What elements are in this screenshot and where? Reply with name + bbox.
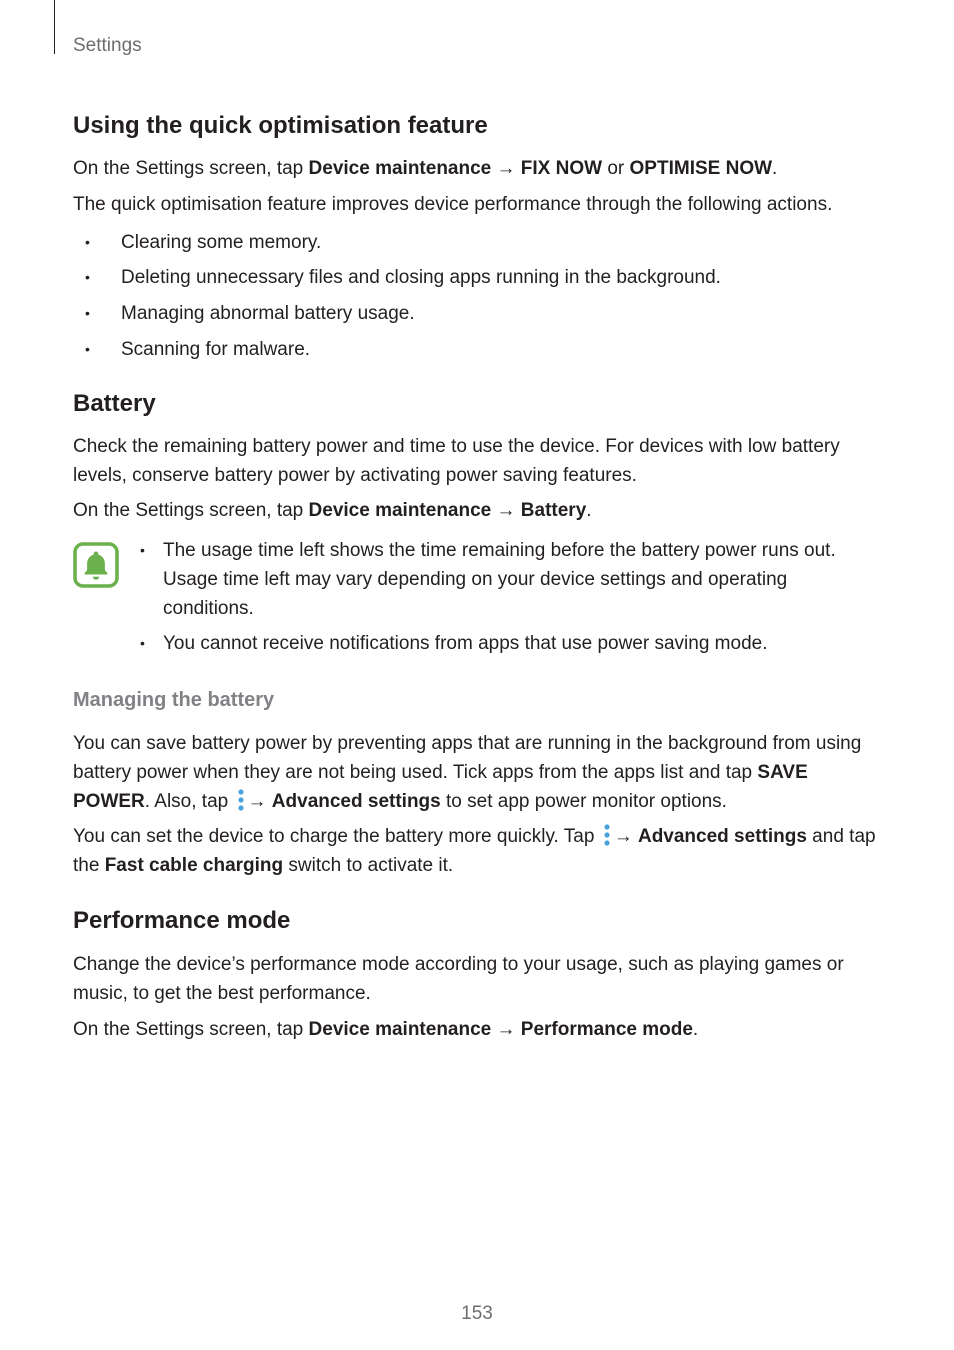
performance-mode-instruction: On the Settings screen, tap Device maintenance → Performance mode. [73,1019,699,1040]
more-options-icon [603,824,611,846]
quick-optimisation-heading: Using the quick optimisation feature [73,112,488,139]
battery-description: Check the remaining battery power and time to use the device. For devices with low battery levels, conserve battery power by activating power saving features. [73,436,840,486]
battery-instruction: On the Settings screen, tap Device maintenance → Battery. [73,500,592,521]
battery-heading: Battery [73,390,156,417]
bullet-dot: • [85,305,90,321]
bullet-dot: • [85,341,90,357]
quick-optimisation-description: The quick optimisation feature improves device performance through the following actions. [73,194,833,215]
managing-battery-paragraph-2: You can set the device to charge the battery more quickly. Tap → Advanced settings and tap the Fast cable charging switch to activate it. [73,826,876,876]
performance-mode-description: Change the device’s performance mode according to your usage, such as playing games or music, to get the best performance. [73,954,844,1004]
header-divider [54,0,55,54]
bell-icon [73,542,119,588]
managing-battery-heading: Managing the battery [73,689,275,711]
bullet-dot: • [85,234,90,250]
bullet-dot: • [140,542,145,558]
page-number: 153 [461,1303,493,1324]
managing-battery-paragraph-1: You can save battery power by preventing apps that are running in the background from using battery power when they are not being used. Tick apps from the apps list and tap SAVE POWER. Also, tap → Advanced settings to set app power monitor options. [73,733,862,812]
performance-mode-heading: Performance mode [73,907,291,934]
quick-optimisation-instruction: On the Settings screen, tap Device maintenance → FIX NOW or OPTIMISE NOW. [73,158,778,179]
bullet-dot: • [140,635,145,651]
more-options-icon [237,789,245,811]
header-section-title: Settings [73,35,142,56]
bullet-dot: • [85,269,90,285]
